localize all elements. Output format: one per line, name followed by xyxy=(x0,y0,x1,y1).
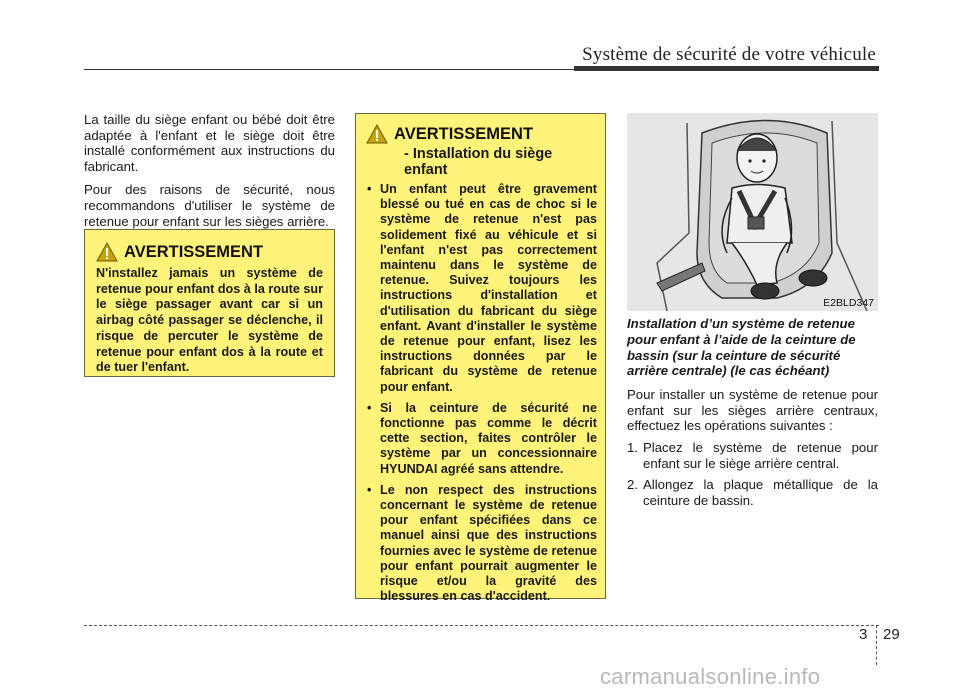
warning-header xyxy=(366,124,597,144)
child-seat-drawing xyxy=(627,113,878,311)
warning-list-item: • Si la ceinture de sécurité ne fonctionne pas comme le décrit cette section, faites contrôler le système par un concessionnaire HYUNDAI agréé sans attendre. xyxy=(367,400,597,476)
intro-column xyxy=(84,112,335,237)
watermark: carmanualsonline.info xyxy=(600,664,821,689)
child-seat-illustration xyxy=(627,113,878,311)
installation-column xyxy=(627,316,878,514)
figure-caption: Installation d’un système de retenue pour enfant à l’aide de la ceinture de bassin (sur la ceinture de sécurité arrière centrale) (le cas échéant) xyxy=(627,316,856,379)
installation-steps xyxy=(627,440,878,508)
warning-title: AVERTISSEMENT xyxy=(394,124,534,143)
chapter-number: 3 xyxy=(859,626,868,643)
warning-list-item: • Un enfant peut être gravement blessé ou tué en cas de choc si le système de retenue n'est pas solidement fixé au véhicule et si l'enfant n'est pas correctement maintenu dans le système de retenue. Suivez toujours les instructions d'installation et d'utilisation du fabricant du siège enfant. Avant d'installer le système de retenue pour enfant, lisez les instructions données par le fabricant du système de retenue pour enfant. xyxy=(367,182,597,394)
warning-subtitle: - Installation du siège enfant xyxy=(404,146,553,178)
figure-code: E2BLD347 xyxy=(823,297,874,309)
installation-step: 2. Allongez la plaque métallique de la ceinture de bassin. xyxy=(627,477,878,508)
footer-divider xyxy=(876,625,877,665)
warning-text: N'installez jamais un système de retenue pour enfant dos à la route sur le siège passager avant car si un airbag côté passager se déclenche, il risque de percuter le système de retenue pour enfant dos à la route et de tuer l'enfant. xyxy=(96,266,323,375)
warning-box-rear-facing xyxy=(84,229,335,377)
warning-header xyxy=(96,242,323,262)
header-rule-accent xyxy=(574,66,879,71)
installation-intro: Pour installer un système de retenue pour enfant sur les sièges arrière centraux, effectuez les opérations suivantes : xyxy=(627,387,878,434)
footer-rule xyxy=(84,625,879,626)
intro-paragraph-2: Pour des raisons de sécurité, nous recommandons d'utiliser le système de retenue pour enfant sur les sièges arrière. xyxy=(84,182,335,229)
warning-triangle-icon xyxy=(96,242,118,262)
warning-title: AVERTISSEMENT xyxy=(124,242,264,261)
warning-triangle-icon xyxy=(366,124,388,144)
page-number: 29 xyxy=(883,626,900,643)
warning-list-item: • Le non respect des instructions concernant le système de retenue pour enfant spécifiées dans ce manuel ainsi que des instructions fournies avec le système de retenue pour enfant pourrait augmenter le risque et/ou la gravité des blessures en cas d'accident. xyxy=(367,482,597,604)
installation-step: 1. Placez le système de retenue pour enfant sur le siège arrière central. xyxy=(627,439,878,471)
page-header-title: Système de sécurité de votre véhicule xyxy=(582,44,876,65)
warning-box-installation xyxy=(355,113,606,604)
intro-paragraph-1: La taille du siège enfant ou bébé doit être adaptée à l'enfant et le siège doit être installé conformément aux instructions du fabricant. xyxy=(84,112,335,174)
warning-list xyxy=(366,182,597,604)
